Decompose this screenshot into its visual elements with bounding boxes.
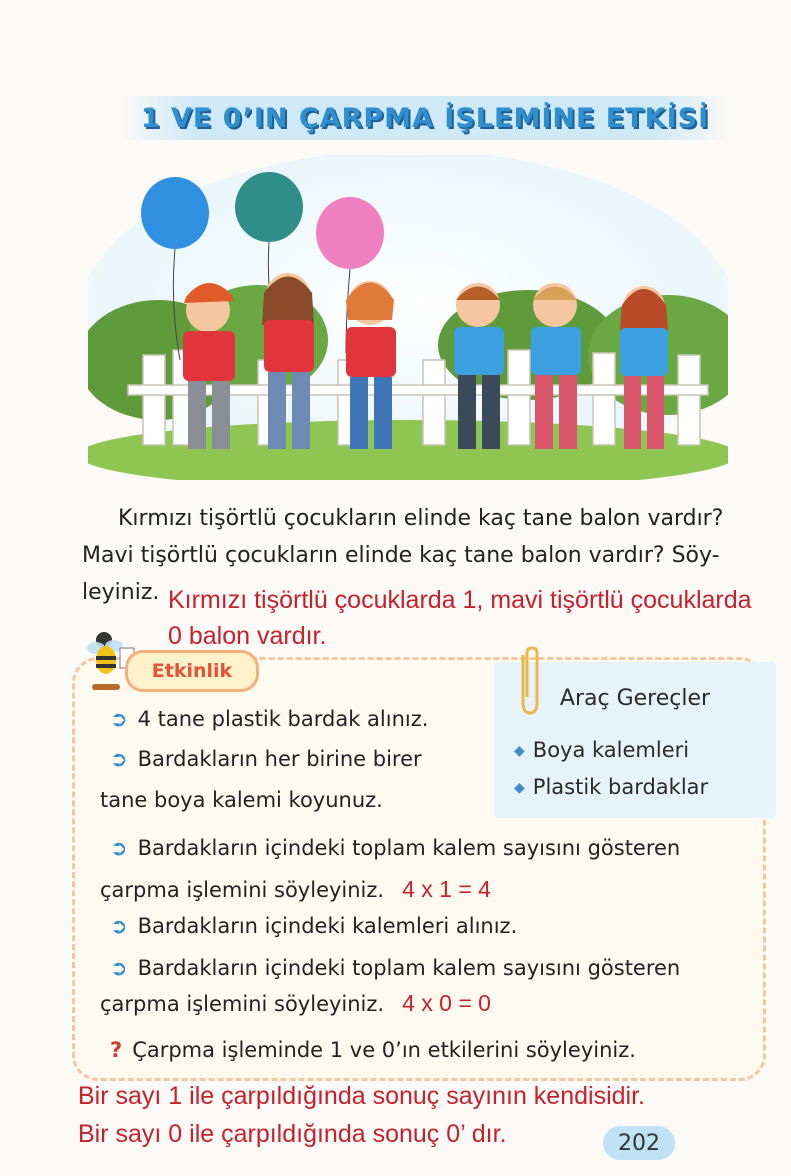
tool-label: Plastik bardaklar: [532, 775, 709, 799]
conclusion-line-1: Bir sayı 1 ile çarpıldığında sonuç sayının kendisidir.: [78, 1082, 645, 1110]
question-mark-icon: ?: [110, 1038, 123, 1062]
activity-step-5: ➲ Bardakların içindeki toplam kalem sayısını gösteren: [110, 956, 681, 980]
intro-line-1: Kırmızı tişörtlü çocukların elinde kaç tane balon vardır?: [118, 506, 724, 531]
tools-title: Araç Gereçler: [559, 686, 711, 711]
activity-step-3: ➲ Bardakların içindeki toplam kalem sayısını gösteren: [110, 836, 681, 860]
activity-step-2: ➲ Bardakların her birine birer: [110, 747, 422, 771]
tools-list-item: [514, 769, 708, 806]
activity-tab: [125, 650, 259, 692]
step-5-answer: 4 x 0 = 0: [402, 990, 491, 1016]
tool-label: Boya kalemleri: [532, 738, 690, 762]
activity-tab-label: Etkinlik: [151, 660, 233, 682]
arrow-bullet-icon: ➲: [110, 914, 128, 938]
step-3-answer: 4 x 1 = 4: [402, 876, 491, 902]
activity-step-2-continued: tane boya kalemi koyunuz.: [100, 788, 383, 812]
page-number: 202: [603, 1126, 675, 1160]
children-with-balloons-illustration: [88, 155, 728, 480]
tools-list-item: [514, 732, 708, 769]
activity-step-1: ➲ 4 tane plastik bardak alınız.: [110, 707, 429, 731]
intro-line-2: Mavi tişörtlü çocukların elinde kaç tane balon vardır? Söy-: [82, 543, 720, 568]
arrow-bullet-icon: ➲: [110, 747, 128, 771]
tools-list: [514, 732, 708, 806]
activity-step-4: ➲ Bardakların içindeki kalemleri alınız.: [110, 914, 518, 938]
intro-line-3: leyiniz.: [82, 580, 160, 605]
diamond-bullet-icon: ◆: [514, 743, 525, 759]
arrow-bullet-icon: ➲: [110, 836, 128, 860]
activity-question: ? Çarpma işleminde 1 ve 0’ın etkilerini söyleyiniz.: [110, 1038, 636, 1062]
conclusion-line-2: Bir sayı 0 ile çarpıldığında sonuç 0’ dır.: [78, 1120, 507, 1148]
intro-answer: Kırmızı tişörtlü çocuklarda 1, mavi tişörtlü çocuklarda 0 balon vardır.: [168, 586, 752, 650]
diamond-bullet-icon: ◆: [514, 780, 525, 796]
arrow-bullet-icon: ➲: [110, 707, 128, 731]
activity-step-3-continued: çarpma işlemini söyleyiniz. 4 x 1 = 4: [100, 876, 491, 902]
page-title: 1 VE 0’IN ÇARPMA İŞLEMİNE ETKİSİ: [120, 96, 730, 140]
arrow-bullet-icon: ➲: [110, 956, 128, 980]
activity-step-5-continued: çarpma işlemini söyleyiniz. 4 x 0 = 0: [100, 990, 491, 1016]
paperclip-icon: [515, 645, 545, 717]
